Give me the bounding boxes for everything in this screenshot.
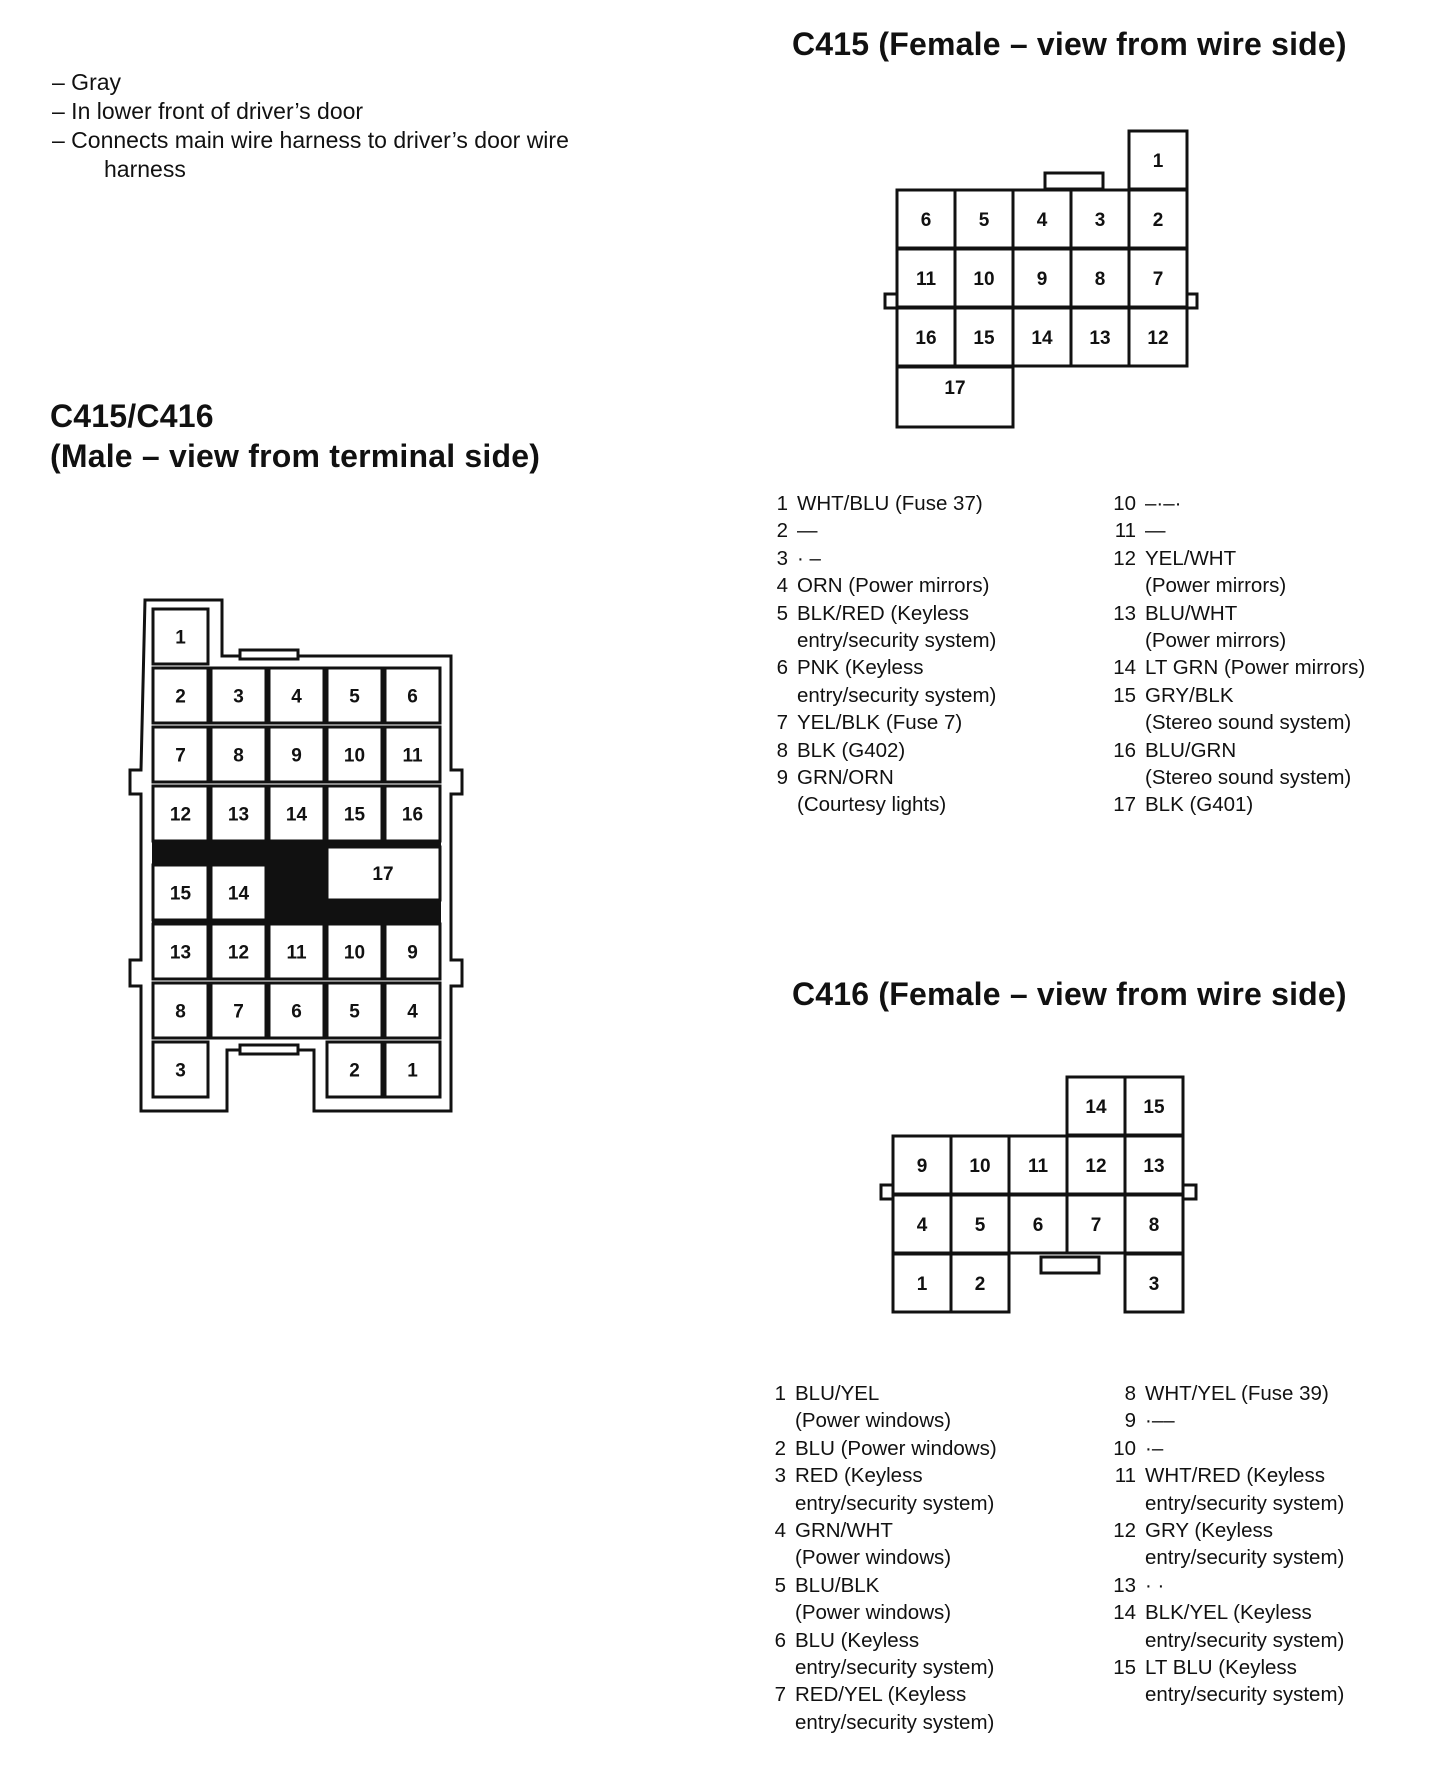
male-pin-label: 8: [233, 745, 244, 767]
c416-pin-label: 4: [916, 1215, 928, 1236]
male-pin-label: 4: [291, 686, 302, 708]
c415-pin-label: 17: [944, 378, 966, 399]
c416-pin-label: 6: [1032, 1215, 1044, 1236]
legend-item: 6 PNK (Keyless entry/security system): [776, 656, 997, 707]
legend-item: 10 –·–·: [1113, 492, 1182, 515]
c416-pin-label: 7: [1090, 1215, 1102, 1236]
c415-pin-label: 3: [1094, 210, 1106, 231]
c415-pin-label: 2: [1152, 210, 1164, 231]
legend-item: 11 —: [1114, 519, 1166, 543]
c415-title: C415 (Female – view from wire side): [792, 26, 1347, 62]
c415-legend-left: [762, 490, 996, 819]
c415-connector: [885, 131, 1197, 427]
legend-item: 4 GRN/WHT (Power windows): [774, 1519, 952, 1570]
c415-pin-label: 15: [973, 328, 995, 349]
legend-item: 2 BLU (Power windows): [774, 1436, 997, 1460]
c416-pin-label: 8: [1148, 1215, 1160, 1236]
legend-item: 3 · –: [776, 546, 821, 570]
note-connects: – Connects main wire harness to driver’s door wire: [52, 127, 569, 153]
c415-pin-label: 5: [978, 210, 990, 231]
c416-pin-label: 10: [969, 1156, 991, 1177]
male-pin-label: 1: [407, 1060, 418, 1082]
legend-item: 1 WHT/BLU (Fuse 37): [776, 492, 983, 515]
male-pin-label: 15: [169, 883, 192, 905]
male-pin-label: 9: [291, 745, 302, 767]
c416-title: C416 (Female – view from wire side): [792, 976, 1347, 1012]
c416-pin-label: 12: [1085, 1156, 1107, 1177]
male-pin-label: 17: [372, 864, 394, 885]
c416-pin-label: 3: [1148, 1274, 1160, 1295]
legend-item: 12 YEL/WHT (Power mirrors): [1113, 546, 1287, 598]
legend-item: 5 BLU/BLK (Power windows): [774, 1573, 952, 1625]
male-pin-label: 14: [227, 883, 250, 905]
male-pin-label: 4: [407, 1001, 418, 1023]
legend-item: 14 LT GRN (Power mirrors): [1113, 656, 1366, 680]
c415-pin-label: 9: [1036, 269, 1048, 290]
male-pin-label: 7: [233, 1001, 244, 1023]
male-pin-label: 5: [349, 1001, 360, 1023]
c416-pin-label: 1: [916, 1274, 928, 1295]
note-location: – In lower front of driver’s door: [52, 98, 364, 124]
legend-item: 1 BLU/YEL (Power windows): [774, 1382, 952, 1433]
male-pin-label: 8: [175, 1001, 186, 1023]
c416-pin-label: 11: [1027, 1156, 1049, 1177]
legend-item: 10 ·–: [1113, 1436, 1164, 1460]
c415-pin-label: 16: [915, 328, 937, 349]
male-pin-label: 7: [175, 745, 186, 767]
note-color: – Gray: [52, 69, 122, 95]
c415-pin-label: 14: [1031, 328, 1053, 349]
c415-pin-label: 6: [920, 210, 932, 231]
legend-item: 11 WHT/RED (Keyless entry/security system): [1114, 1464, 1345, 1515]
male-pin-label: 16: [401, 804, 424, 826]
male-pin-label: 12: [169, 804, 192, 826]
legend-item: 3 RED (Keyless entry/security system): [774, 1464, 995, 1515]
c416-legend-left: [760, 1380, 997, 1736]
legend-item: 7 YEL/BLK (Fuse 7): [776, 711, 963, 735]
legend-item: 13 BLU/WHT (Power mirrors): [1113, 601, 1287, 653]
male-pin-label: 10: [343, 745, 366, 767]
legend-item: 17 BLK (G401): [1113, 793, 1254, 817]
c416-pin-label: 9: [916, 1156, 928, 1177]
c416-legend-right: [1110, 1380, 1344, 1709]
male-title-line2: (Male – view from terminal side): [50, 438, 541, 474]
c415-pin-label: 11: [915, 269, 937, 290]
male-pin-label: 13: [169, 942, 192, 964]
c416-pin-label: 5: [974, 1215, 986, 1236]
c416-pin-label: 14: [1085, 1097, 1107, 1118]
c415-pin-label: 12: [1147, 328, 1169, 349]
c416-latch: [1041, 1257, 1099, 1273]
male-pin-label: 15: [343, 804, 366, 826]
male-pin-label: 9: [407, 942, 418, 964]
legend-item: 6 BLU (Keyless entry/security system): [774, 1628, 995, 1680]
male-pin-label: 2: [175, 686, 186, 708]
male-pin-label: 11: [286, 942, 307, 964]
legend-item: 2 —: [776, 519, 818, 543]
c415-pin-label: 1: [1152, 151, 1164, 172]
legend-item: 9 GRN/ORN (Courtesy lights): [776, 766, 947, 817]
legend-item: 13 · ·: [1113, 1573, 1165, 1597]
male-latch-bottom: [240, 1045, 298, 1054]
c415-pin-label: 10: [973, 269, 995, 290]
male-pin-label: 10: [343, 942, 366, 964]
male-pin-label: 12: [227, 942, 250, 964]
c415-pin-label: 7: [1152, 269, 1164, 290]
male-pin-label: 13: [227, 804, 250, 826]
legend-item: 7 RED/YEL (Keyless entry/security system): [774, 1683, 995, 1734]
male-pin-label: 14: [285, 804, 308, 826]
legend-item: 9 ·––: [1124, 1409, 1175, 1433]
male-pin-label: 2: [349, 1060, 360, 1082]
legend-item: 4 ORN (Power mirrors): [776, 574, 990, 598]
c415-pin-label: 8: [1094, 269, 1106, 290]
c415-pin-label: 13: [1089, 328, 1111, 349]
male-pin-label: 5: [349, 686, 360, 708]
c415-pin-label: 4: [1036, 210, 1048, 231]
legend-item: 15 GRY/BLK (Stereo sound system): [1113, 683, 1352, 735]
male-latch-top: [240, 650, 298, 659]
legend-item: 8 WHT/YEL (Fuse 39): [1124, 1382, 1329, 1405]
legend-item: 16 BLU/GRN (Stereo sound system): [1113, 738, 1352, 790]
male-pin-label: 6: [291, 1001, 302, 1023]
male-pin-label: 1: [175, 627, 186, 649]
c415-legend-right: [1110, 490, 1365, 819]
legend-item: 12 GRY (Keyless entry/security system): [1113, 1519, 1345, 1570]
c416-pin-label: 2: [974, 1274, 986, 1295]
male-pin-label: 3: [233, 686, 244, 708]
legend-item: 5 BLK/RED (Keyless entry/security system): [776, 601, 997, 653]
c416-pin-label: 13: [1143, 1156, 1165, 1177]
legend-item: 15 LT BLU (Keyless entry/security system): [1113, 1656, 1345, 1707]
male-pin-label: 6: [407, 686, 418, 708]
male-title-line1: C415/C416: [50, 398, 214, 434]
c416-pin-label: 15: [1143, 1097, 1165, 1118]
male-connector: [130, 600, 462, 1111]
male-pin-label: 3: [175, 1060, 186, 1082]
male-pin-label: 11: [402, 745, 423, 767]
legend-item: 14 BLK/YEL (Keyless entry/security system): [1113, 1601, 1345, 1652]
note-connects-cont: harness: [104, 156, 186, 182]
legend-item: 8 BLK (G402): [776, 738, 906, 762]
c415-latch: [1045, 173, 1103, 189]
c416-connector: [881, 1077, 1196, 1312]
